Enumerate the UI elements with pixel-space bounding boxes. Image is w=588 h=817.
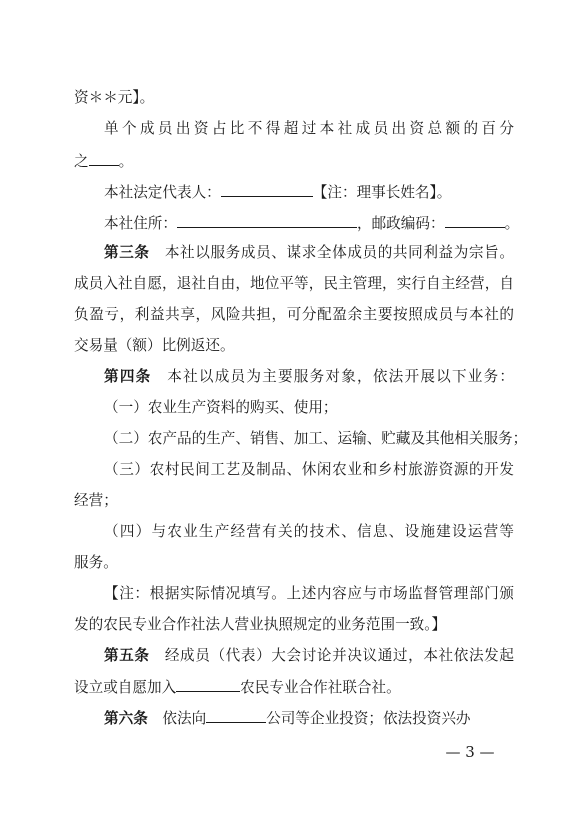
article-6-heading: 第六条 依法向 公司等企业投资；依法投资兴办 <box>104 710 471 727</box>
article-4-heading: 第四条 本社以成员为主要服务对象，依法开展以下业务： <box>104 368 514 385</box>
blank-field[interactable] <box>89 151 119 166</box>
text-line: 服务。 <box>74 554 118 571</box>
list-item: （二）农产品的生产、销售、加工、运输、贮藏及其他相关服务； <box>104 430 528 447</box>
federation-name-blank[interactable] <box>176 677 240 692</box>
address-blank[interactable] <box>177 213 357 228</box>
article-3-heading: 第三条 本社以服务成员、谋求全体成员的共同利益为宗旨。 <box>104 244 514 261</box>
text-line: 成员入社自愿，退社自由，地位平等，民主管理，实行自主经营，自 <box>74 275 514 292</box>
text-line: 之 。 <box>74 153 134 170</box>
text-line: 经营； <box>74 492 118 509</box>
company-name-blank[interactable] <box>206 708 266 723</box>
text-line: 资＊＊元】。 <box>74 89 155 106</box>
postcode-blank[interactable] <box>445 213 505 228</box>
text-line: 单个成员出资占比不得超过本社成员出资总额的百分 <box>104 120 514 137</box>
text-line: 本社住所： ，邮政编码： 。 <box>104 215 520 232</box>
text-line: 交易量（额）比例返还。 <box>74 337 235 354</box>
text-line: 负盈亏，利益共享，风险共担，可分配盈余主要按照成员与本社的 <box>74 306 514 323</box>
list-item: （一）农业生产资料的购买、使用； <box>104 399 338 416</box>
text-line: 设立或自愿加入 农民专业合作社联合社。 <box>74 679 401 696</box>
article-5-heading: 第五条 经成员（代表）大会讨论并决议通过，本社依法发起 <box>104 647 514 664</box>
legal-representative-blank[interactable] <box>221 182 313 197</box>
list-item: （三）农村民间工艺及制品、休闲农业和乡村旅游资源的开发 <box>104 461 514 478</box>
note-line: 【注：根据实际情况填写。上述内容应与市场监督管理部门颁 <box>104 585 514 602</box>
page-number: — 3 — <box>445 743 495 761</box>
list-item: （四）与农业生产经营有关的技术、信息、设施建设运营等 <box>104 523 514 540</box>
text-line: 本社法定代表人： 【注：理事长姓名】。 <box>104 184 452 201</box>
note-line: 发的农民专业合作社法人营业执照规定的业务范围一致。】 <box>74 616 447 633</box>
